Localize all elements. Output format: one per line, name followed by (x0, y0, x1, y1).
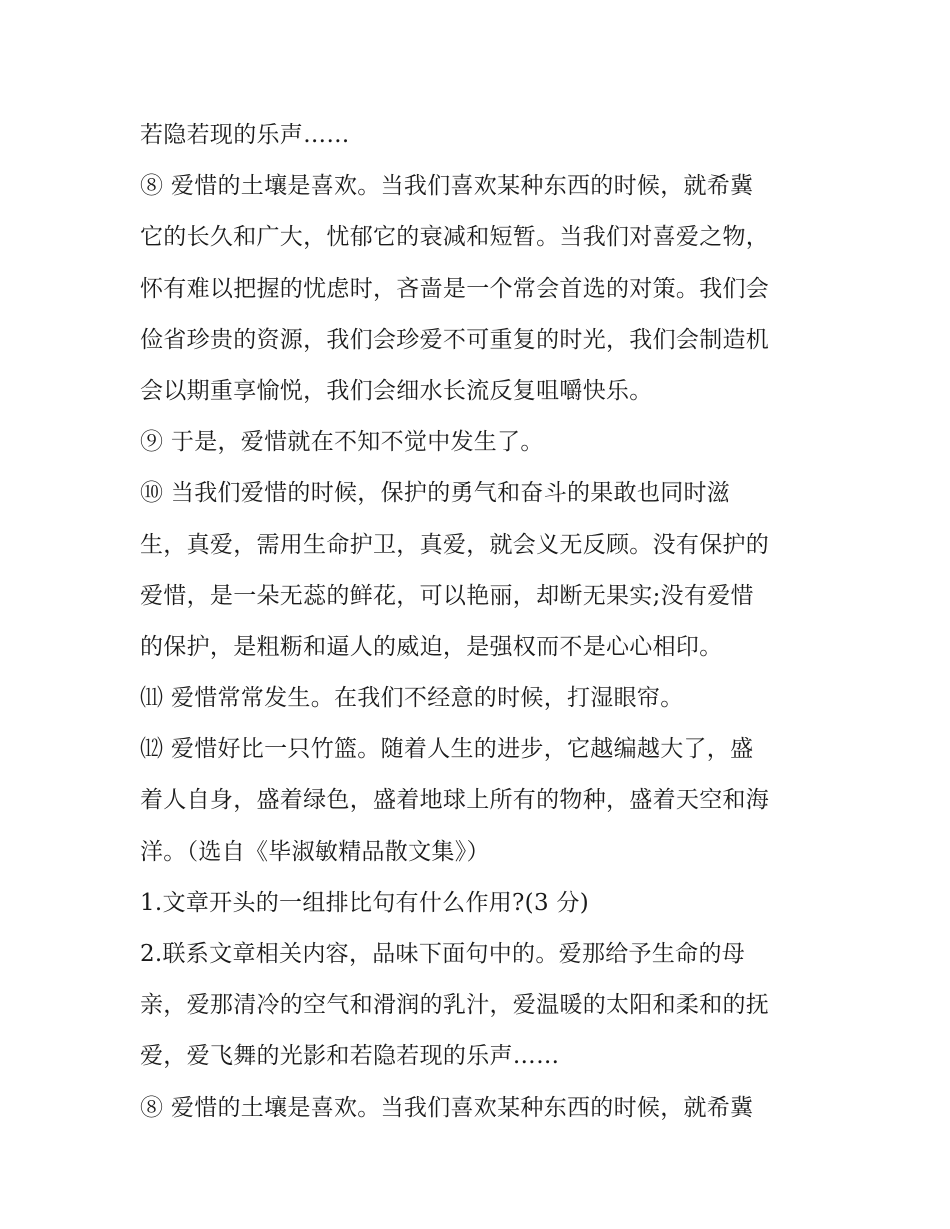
text-line: 若隐若现的乐声…… (140, 122, 350, 148)
text-line: 会以期重享愉悦，我们会细水长流反复咀嚼快乐。 (140, 377, 653, 404)
document-body (140, 110, 830, 1134)
text-line: 的保护，是粗粝和逼人的威迫，是强权而不是心心相印。 (140, 633, 723, 660)
question-line: 2.联系文章相关内容，品味下面句中的。爱那给予生命的母 (140, 941, 746, 967)
text-line: 怀有难以把握的忧虑时，吝啬是一个常会首选的对策。我们会 (140, 275, 770, 302)
text-line: 俭省珍贵的资源，我们会珍爱不可重复的时光，我们会制造机 (140, 326, 770, 353)
question-line: 1.文章开头的一组排比句有什么作用?(3 分) (140, 889, 590, 916)
text-line: 生，真爱，需用生命护卫，真爱，就会义无反顾。没有保护的 (140, 531, 770, 558)
text-line: ⑾ 爱惜常常发生。在我们不经意的时候，打湿眼帘。 (140, 685, 684, 712)
text-line: 洋。（选自《毕淑敏精品散文集》） (140, 838, 490, 865)
text-line: ⑿ 爱惜好比一只竹篮。随着人生的进步，它越编越大了，盛 (140, 736, 754, 763)
text-line: 着人自身，盛着绿色，盛着地球上所有的物种，盛着天空和海 (140, 787, 770, 814)
text-line: ⑧ 爱惜的土壤是喜欢。当我们喜欢某种东西的时候，就希冀 (140, 173, 754, 200)
text-line: ⑨ 于是，爱惜就在不知不觉中发生了。 (140, 429, 544, 456)
text-line: 它的长久和广大，忧郁它的衰减和短暂。当我们对喜爱之物， (140, 224, 770, 251)
text-line: 亲，爱那清冷的空气和滑润的乳汁，爱温暖的太阳和柔和的抚 (140, 992, 770, 1019)
text-line: ⑩ 当我们爱惜的时候，保护的勇气和奋斗的果敢也同时滋 (140, 480, 731, 507)
text-line: ⑧ 爱惜的土壤是喜欢。当我们喜欢某种东西的时候，就希冀 (140, 1094, 754, 1121)
text-line: 爱，爱飞舞的光影和若隐若现的乐声…… (140, 1043, 560, 1070)
text-line: 爱惜，是一朵无蕊的鲜花，可以艳丽，却断无果实;没有爱惜 (140, 582, 754, 609)
